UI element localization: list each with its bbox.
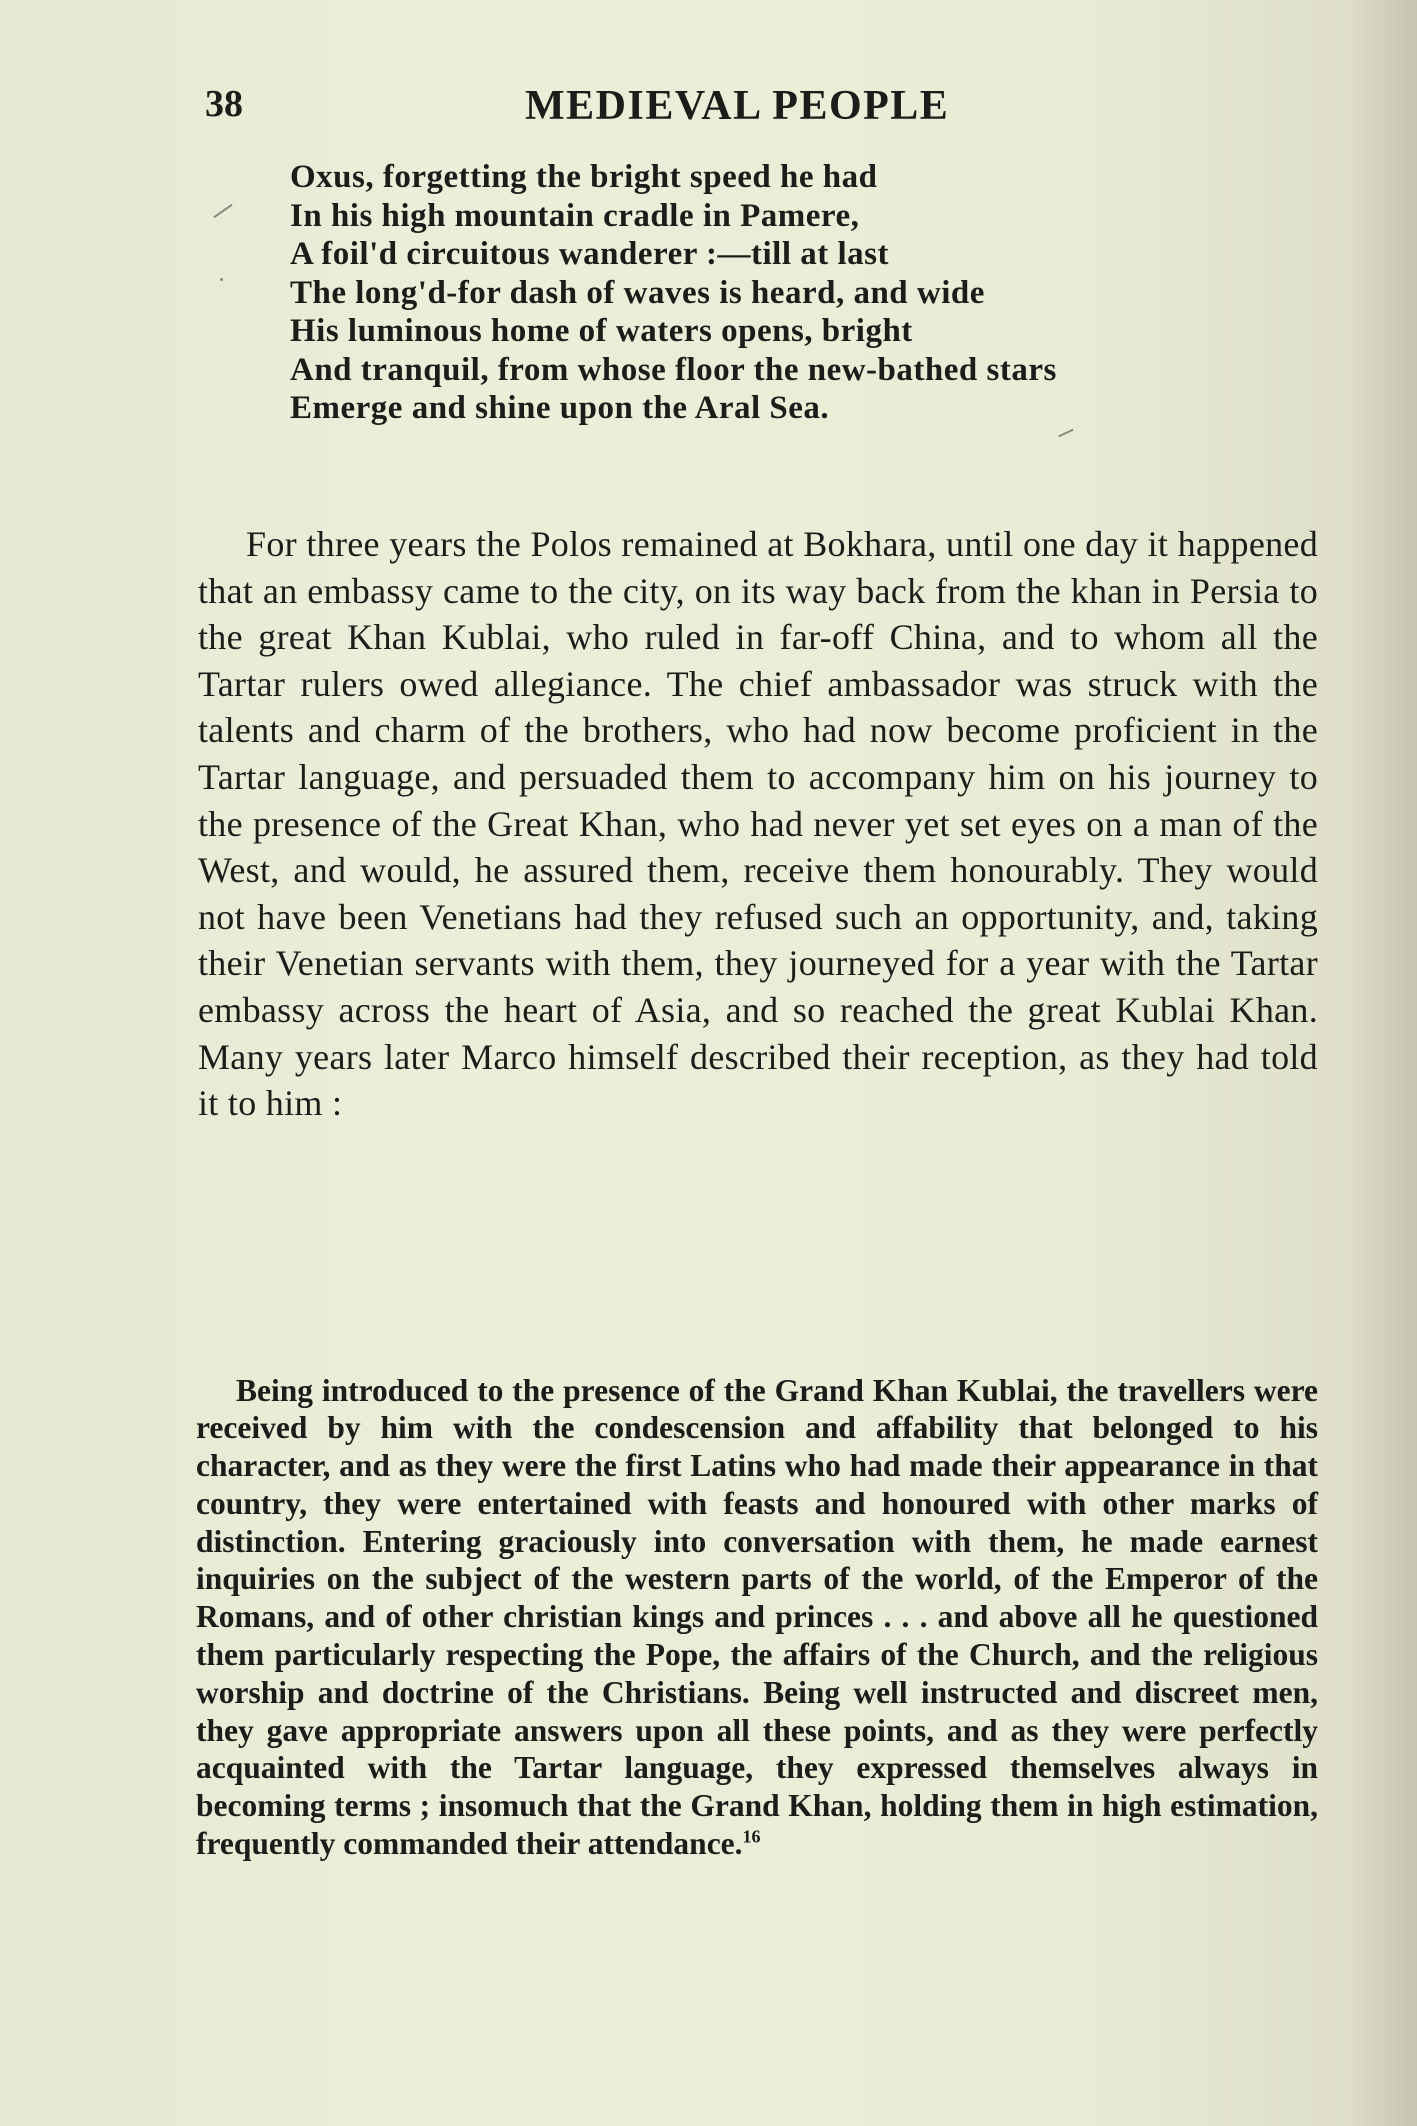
body-paragraph: For three years the Polos remained at Bokhara, until one day it happened that an embassy came to the city, on its way back from the khan in Persia to the great Khan Kublai, who ruled in far-off China, and to whom all the Tartar rulers owed allegiance. The chief ambassador was struck with the talents and charm of the brothers, who had now become proficient in the Tartar language, and persuaded them to accompany him on his journey to the presence of the Great Khan, who had never yet set eyes on a man of the West, and would, he assured them, receive them honourably. They would not have been Venetians had they refused such an opportunity, and, taking their Venetian servants with them, they journeyed for a year with the Tartar embassy across the heart of Asia, and so reached the great Kublai Khan. Many years later Marco himself described their reception, as they had told it to him : bbox=[198, 524, 1318, 1124]
verse-line: In his high mountain cradle in Pamere, bbox=[290, 197, 860, 234]
verse-line: Oxus, forgetting the bright speed he had bbox=[290, 159, 878, 195]
page-number: 38 bbox=[205, 83, 243, 125]
verse-line: A foil'd circuitous wanderer :—till at last bbox=[290, 236, 889, 272]
page-header bbox=[205, 82, 1325, 142]
verse-line: The long'd-for dash of waves is heard, and wide bbox=[290, 274, 985, 311]
pencil-mark bbox=[1058, 429, 1073, 438]
verse-line: His luminous home of waters opens, bright bbox=[290, 313, 913, 349]
ink-dot bbox=[220, 278, 223, 281]
pencil-mark bbox=[213, 204, 232, 218]
page-edge-shadow bbox=[1347, 0, 1417, 2126]
footnote-reference: 16 bbox=[742, 1826, 761, 1847]
running-head: MEDIEVAL PEOPLE bbox=[525, 83, 950, 129]
verse-line: And tranquil, from whose floor the new-bathed stars bbox=[290, 351, 1057, 388]
verse-line: Emerge and shine upon the Aral Sea. bbox=[290, 390, 830, 426]
quotation-text: Being introduced to the presence of the Grand Khan Kublai, the travellers were received by him with the condescension and affability that belonged to his character, and as they were the first Latins who had made their appearance in that country, they were entertained with feasts and honoured with other marks of distinction. Entering graciously into conversation with them, he made earnest inquiries on the subject of the western parts of the world, of the Emperor of the Romans, and of other christian kings and princes . . . and above all he questioned them particularly respecting the Pope, the affairs of the Church, and the religious worship and doctrine of the Christians. Being well instructed and discreet men, they gave appropriate answers upon all these points, and as they were perfectly acquainted with the Tartar language, they expressed themselves always in becoming terms ; insomuch that the Grand Khan, holding them in high estimation, frequently commanded their attendance. bbox=[196, 1372, 1318, 1862]
block-quotation bbox=[196, 1372, 1318, 1863]
verse-quotation bbox=[290, 158, 1340, 428]
